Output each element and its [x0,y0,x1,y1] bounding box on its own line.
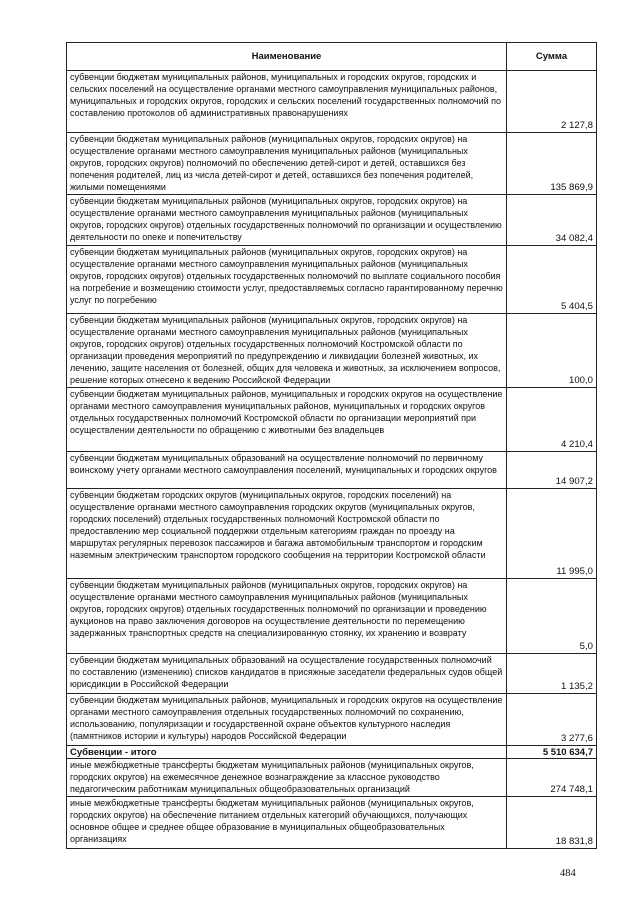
row-amount: 34 082,4 [507,195,597,246]
table-row [67,797,597,849]
table-row [67,195,597,246]
header-amount: Сумма [507,43,597,71]
table-row [67,579,597,654]
row-name: субвенции бюджетам муниципальных районов (муниципальных округов, городских округов) на осуществление органами местного самоуправления муниципальных районов (муниципальных округов, городских округов) отдельных государственных полномочий по организации и проведению аукционов на право заключения договоров на осуществление деятельности по перемещению задержанных транспортных средств на специализированную стоянку, их хранению и возврату [67,579,507,654]
table-row [67,133,597,195]
budget-table-sheet [66,42,596,849]
table-row [67,759,597,797]
table-row [67,654,597,694]
row-amount: 274 748,1 [507,759,597,797]
row-amount: 14 907,2 [507,452,597,489]
row-name: иные межбюджетные трансферты бюджетам муниципальных районов (муниципальных округов, городских округов) на обеспечение питанием отдельных категорий обучающихся, получающих основное общее и среднее общее образование в муниципальных общеобразовательных организациях [67,797,507,849]
table-row [67,314,597,388]
row-name: субвенции бюджетам муниципальных районов (муниципальных округов, городских округов) на осуществление органами местного самоуправления муниципальных районов (муниципальных округов, городских округов) полномочий по обеспечению детей-сирот и детей, оставшихся без попечения родителей, лиц из числа детей-сирот и детей, оставшихся без попечения родителей, жилыми помещениями [67,133,507,195]
page-number: 484 [560,868,576,879]
row-name: субвенции бюджетам муниципальных районов, муниципальных и городских округов, городских и сельских поселений на осуществление органами местного самоуправления муниципальных районов, муниципальных и городских округов, городских и сельских поселений государственных полномочий по составлению протоколов об административных правонарушениях [67,71,507,133]
total-amount: 5 510 634,7 [507,746,597,759]
row-name: субвенции бюджетам муниципальных районов, муниципальных и городских округов на осуществление органами местного самоуправления муниципальных районов, муниципальных и городских округов отдельных государственных полномочий Костромской области по организации мероприятий при осуществлении деятельности по обращению с животными без владельцев [67,388,507,452]
row-amount: 2 127,8 [507,71,597,133]
total-row [67,746,597,759]
table-row [67,388,597,452]
row-name: иные межбюджетные трансферты бюджетам муниципальных районов (муниципальных округов, городских округов) на ежемесячное денежное вознаграждение за классное руководство педагогическим работникам муниципальных общеобразовательных организаций [67,759,507,797]
row-name: субвенции бюджетам муниципальных районов (муниципальных округов, городских округов) на осуществление органами местного самоуправления муниципальных районов (муниципальных округов, городских округов) отдельных государственных полномочий по выплате социального пособия на погребение и возмещению стоимости услуг, предоставляемых согласно гарантированному перечню услуг по погребению [67,246,507,314]
row-name: субвенции бюджетам муниципальных образований на осуществление государственных полномочий по составлению (изменению) списков кандидатов в присяжные заседатели федеральных судов общей юрисдикции в Российской Федерации [67,654,507,694]
row-amount: 1 135,2 [507,654,597,694]
row-name: субвенции бюджетам городских округов (муниципальных округов, городских поселений) на осуществление органами местного самоуправления городских округов (муниципальных округов, городских поселений) отдельных государственных полномочий Костромской области по предоставлению мер социальной поддержки отдельным категориям граждан по проезду на маршрутах регулярных перевозок пассажиров и багажа автомобильным транспортом и городским наземным электрическим транспортом городского сообщения на территории Костромской области [67,489,507,579]
row-amount: 4 210,4 [507,388,597,452]
table-row [67,694,597,746]
table-header-row [67,43,597,71]
total-name: Субвенции - итого [67,746,507,759]
row-name: субвенции бюджетам муниципальных образований на осуществление полномочий по первичному воинскому учету органами местного самоуправления поселений, муниципальных и городских округов [67,452,507,489]
row-amount: 3 277,6 [507,694,597,746]
row-amount: 18 831,8 [507,797,597,849]
row-name: субвенции бюджетам муниципальных районов (муниципальных округов, городских округов) на осуществление органами местного самоуправления муниципальных районов (муниципальных округов, городских округов) отдельных государственных полномочий по организации и осуществлению деятельности по опеке и попечительству [67,195,507,246]
header-name: Наименование [67,43,507,71]
table-row [67,489,597,579]
subventions-table [66,42,597,849]
table-row [67,452,597,489]
row-amount: 5 404,5 [507,246,597,314]
row-name: субвенции бюджетам муниципальных районов (муниципальных округов, городских округов) на осуществление органами местного самоуправления муниципальных районов (муниципальных округов, городских округов) отдельных государственных полномочий Костромской области по организации проведения мероприятий по предупреждению и ликвидации болезней животных, их лечению, защите населения от болезней, общих для человека и животных, за исключением вопросов, решение которых отнесено к ведению Российской Федерации [67,314,507,388]
row-amount: 135 869,9 [507,133,597,195]
table-row [67,71,597,133]
row-name: субвенции бюджетам муниципальных районов, муниципальных и городских округов на осуществление органами местного самоуправления отдельных государственных полномочий по сохранению, использованию, популяризации и государственной охране объектов культурного наследия (памятников истории и культуры) народов Российской Федерации [67,694,507,746]
table-row [67,246,597,314]
row-amount: 11 995,0 [507,489,597,579]
row-amount: 5,0 [507,579,597,654]
row-amount: 100,0 [507,314,597,388]
